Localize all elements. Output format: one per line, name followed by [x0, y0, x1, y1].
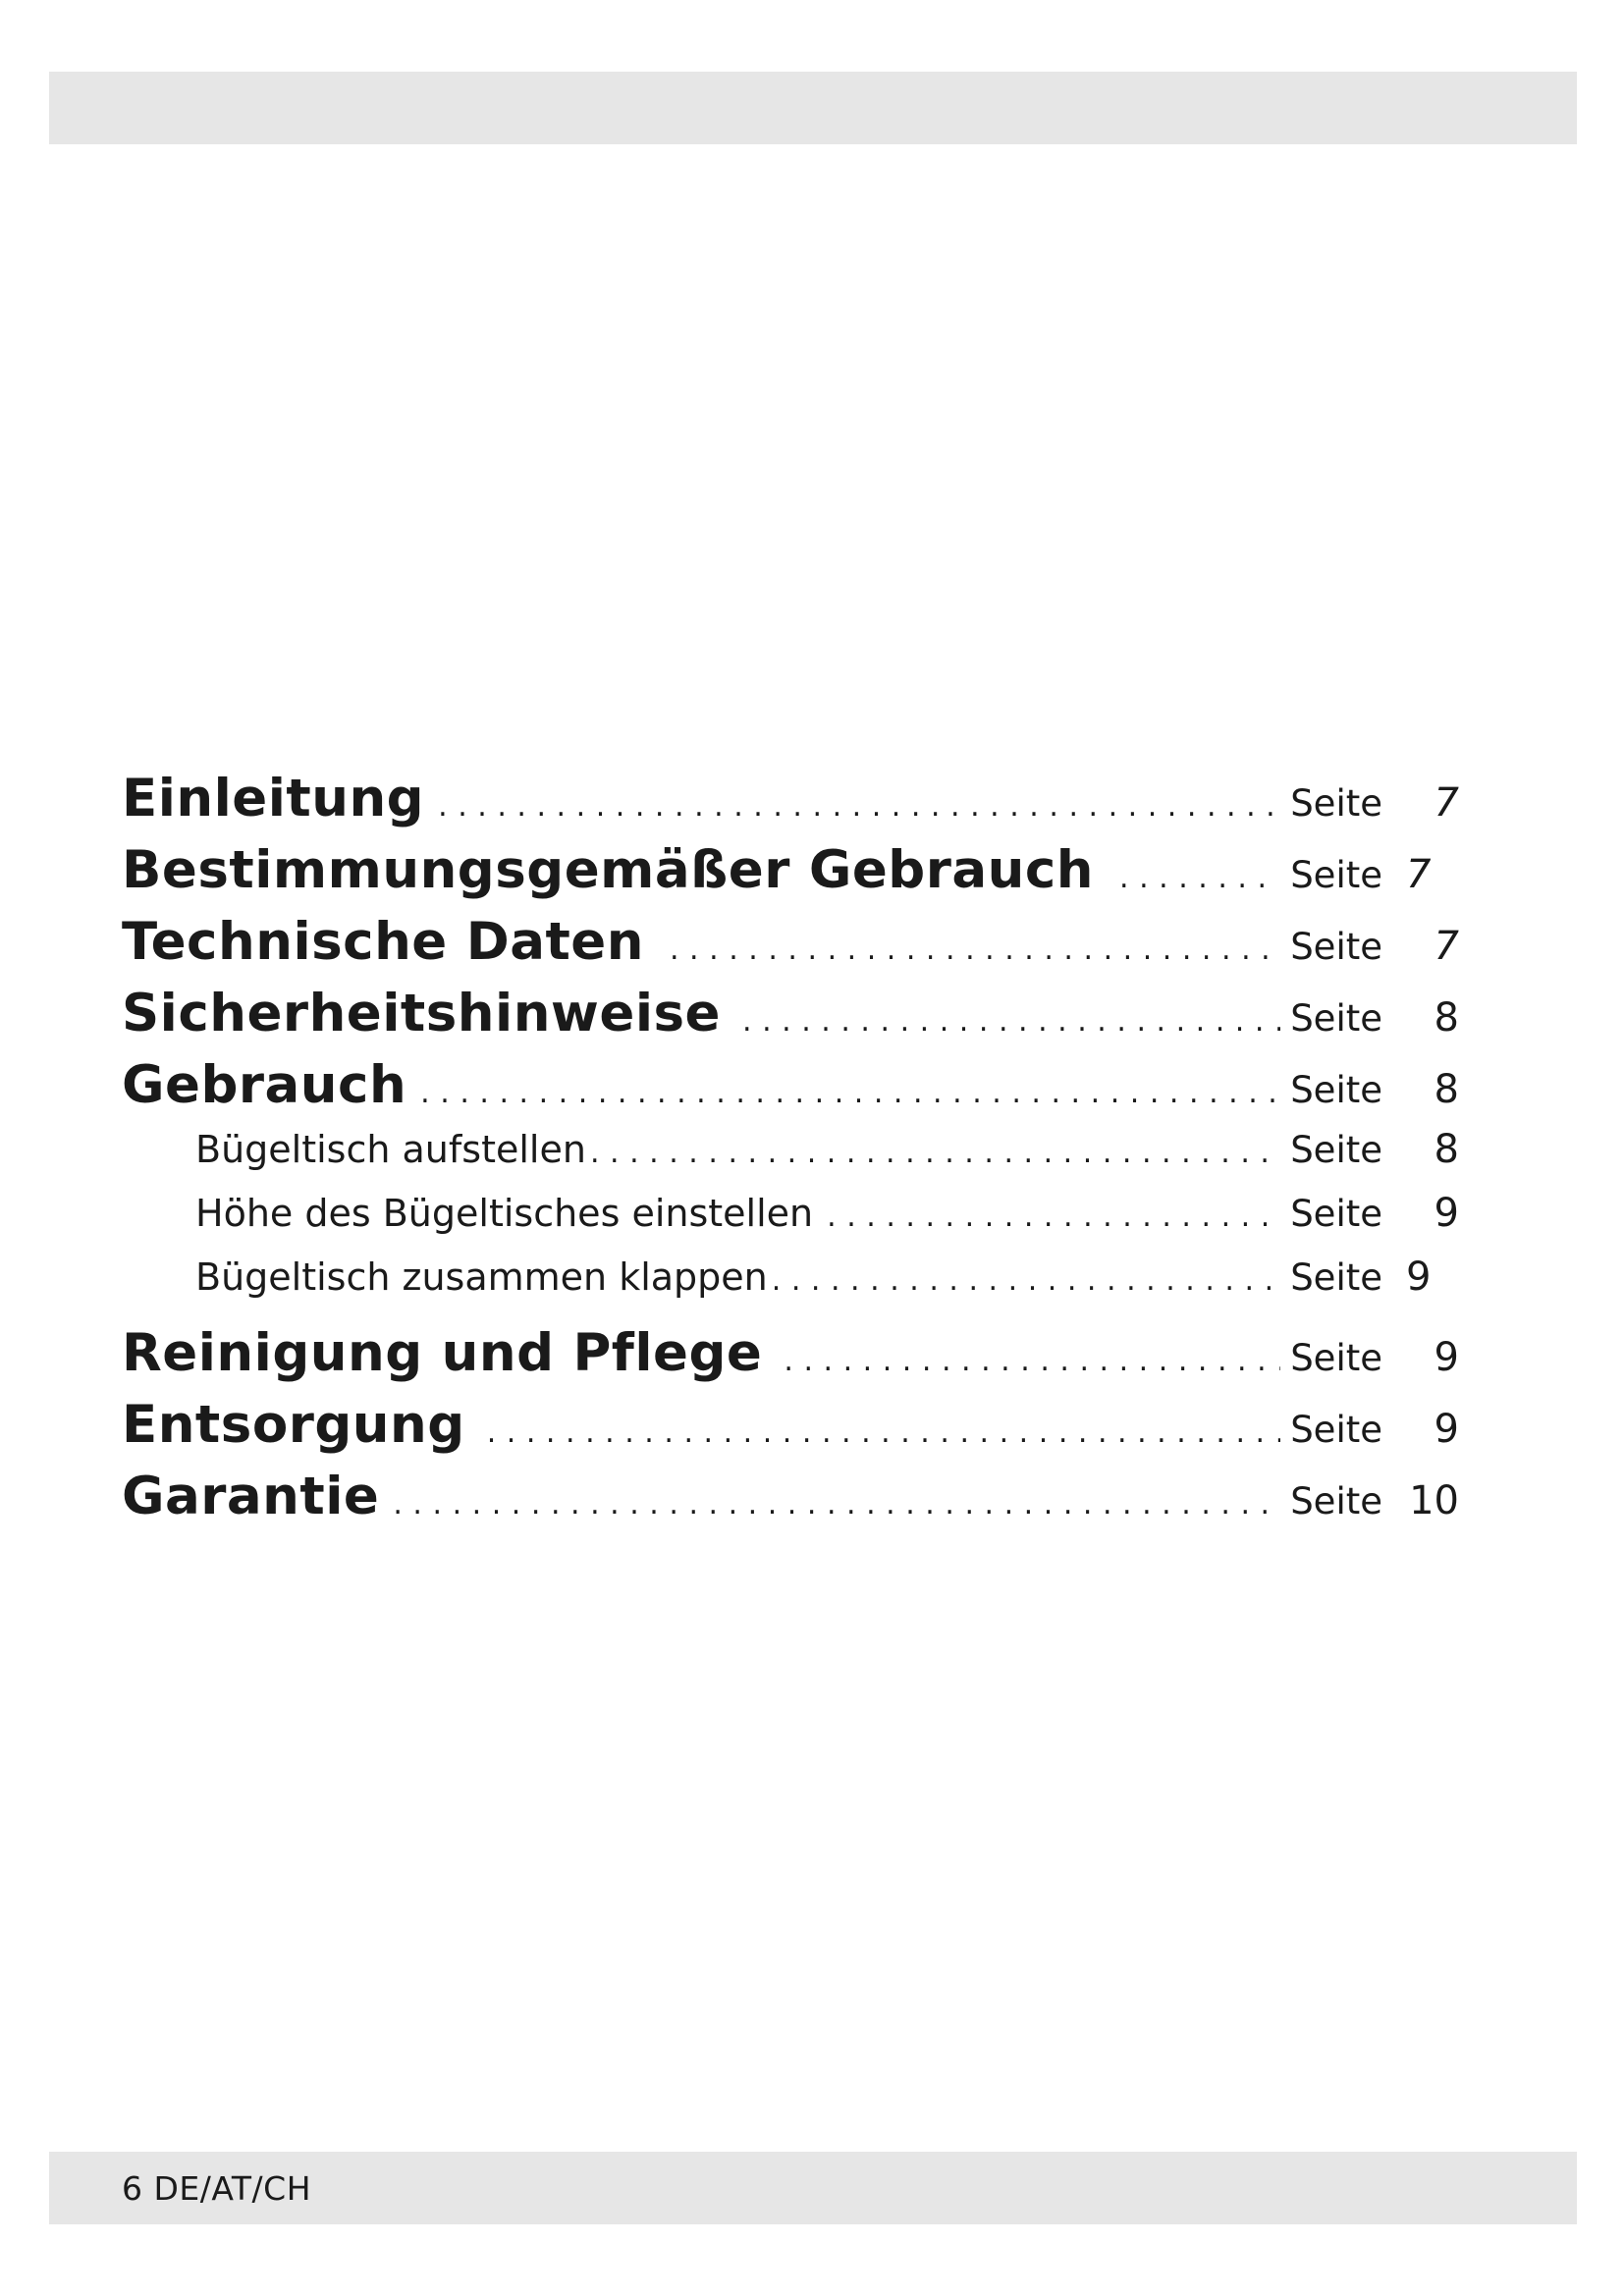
dot-leader [393, 1487, 1280, 1522]
page-label: Seite [1290, 1409, 1382, 1451]
page-number: 8 [1434, 1127, 1459, 1172]
dot-leader [827, 1200, 1280, 1234]
toc-subentry-zusammen-klappen[interactable] [122, 1255, 1459, 1323]
page-label: Seite [1290, 854, 1382, 896]
toc-entry-entsorgung[interactable] [122, 1395, 1459, 1467]
page-number: 7 [1434, 924, 1459, 969]
toc-entry-title: Bestimmungsgemäßer Gebrauch [122, 840, 1094, 900]
dot-leader [487, 1415, 1280, 1450]
page-label: Seite [1290, 1256, 1382, 1299]
toc-entry-einleitung[interactable] [122, 769, 1459, 840]
page-label: Seite [1290, 1480, 1382, 1522]
toc-entry-title: Garantie [122, 1467, 380, 1526]
dot-leader [1119, 861, 1274, 895]
page-number: 7 [1406, 852, 1432, 897]
toc-entry-technische-daten[interactable] [122, 912, 1459, 984]
toc-entry-bestimmungsgemaesser-gebrauch[interactable] [122, 840, 1459, 912]
page-number: 9 [1434, 1407, 1459, 1452]
toc-entry-title: Sicherheitshinweise [122, 984, 721, 1043]
toc-entry-title: Technische Daten [122, 912, 644, 972]
dot-leader [784, 1344, 1280, 1378]
dot-leader [438, 789, 1280, 824]
page-label: Seite [1290, 1069, 1382, 1111]
dot-leader [420, 1076, 1280, 1110]
toc-entry-reinigung-und-pflege[interactable] [122, 1323, 1459, 1395]
dot-leader [670, 933, 1280, 967]
toc-entry-title: Bügeltisch aufstellen [195, 1128, 586, 1171]
toc-entry-title: Einleitung [122, 769, 425, 828]
page-number: 9 [1434, 1191, 1459, 1236]
toc-entry-title: Reinigung und Pflege [122, 1323, 763, 1383]
toc-entry-garantie[interactable] [122, 1467, 1459, 1538]
page-number: 10 [1409, 1478, 1459, 1523]
toc-subentry-buegeltisch-aufstellen[interactable] [122, 1127, 1459, 1191]
dot-leader [742, 1004, 1280, 1039]
page-label: Seite [1290, 782, 1382, 825]
page-number: 9 [1406, 1255, 1432, 1300]
page-number: 7 [1434, 780, 1459, 826]
toc-entry-gebrauch[interactable] [122, 1055, 1459, 1127]
page-number: 9 [1434, 1335, 1459, 1380]
toc-entry-title: Gebrauch [122, 1055, 407, 1115]
toc-entry-sicherheitshinweise[interactable] [122, 984, 1459, 1055]
toc-entry-title: Höhe des Bügeltisches einstellen [195, 1192, 814, 1235]
table-of-contents [122, 769, 1459, 1538]
page-footer-label: 6 DE/AT/CH [122, 2169, 312, 2208]
page-number: 8 [1434, 995, 1459, 1041]
footer-band [49, 2152, 1577, 2224]
dot-leader [772, 1263, 1274, 1298]
toc-subentry-hoehe-einstellen[interactable] [122, 1191, 1459, 1255]
page-number: 8 [1434, 1067, 1459, 1112]
page-label: Seite [1290, 1193, 1382, 1235]
toc-entry-title: Entsorgung [122, 1395, 465, 1455]
header-band [49, 72, 1577, 144]
toc-entry-title: Bügeltisch zusammen klappen [195, 1255, 768, 1299]
page-label: Seite [1290, 997, 1382, 1040]
dot-leader [590, 1136, 1280, 1170]
page-label: Seite [1290, 926, 1382, 968]
page-label: Seite [1290, 1129, 1382, 1171]
page-label: Seite [1290, 1337, 1382, 1379]
